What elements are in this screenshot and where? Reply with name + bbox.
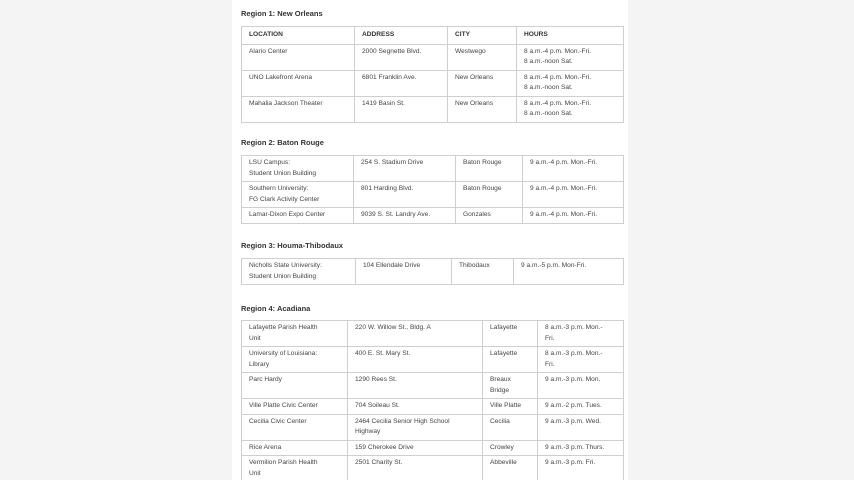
column-header-location: LOCATION: [242, 27, 355, 45]
city-cell: Baton Rouge: [456, 156, 523, 182]
table-row: [242, 399, 624, 415]
region-4-table: [241, 320, 624, 480]
table-row: [242, 70, 624, 96]
table-row: [242, 208, 624, 224]
city-cell: Ville Platte: [483, 399, 538, 415]
hours-cell: 9 a.m.-3 p.m. Fri.: [538, 456, 624, 480]
location-cell: UNO Lakefront Arena: [242, 70, 355, 96]
region-4-heading: Region 4: Acadiana: [241, 304, 311, 313]
location-cell: Ville Platte Civic Center: [242, 399, 348, 415]
address-cell: 2000 Segnette Blvd.: [355, 44, 448, 70]
location-cell: Vermilion Parish Health Unit: [242, 456, 348, 480]
table-row: [242, 156, 624, 182]
address-cell: 1290 Rees St.: [348, 373, 483, 399]
column-header-hours: HOURS: [517, 27, 624, 45]
hours-cell: 9 a.m.-3 p.m. Mon.: [538, 373, 624, 399]
location-cell: Nicholls State University: Student Union Building: [242, 259, 356, 285]
table-row: [242, 182, 624, 208]
hours-cell: 8 a.m.-3 p.m. Mon.- Fri.: [538, 347, 624, 373]
location-cell: Parc Hardy: [242, 373, 348, 399]
location-cell: Lafayette Parish Health Unit: [242, 321, 348, 347]
column-header-city: CITY: [448, 27, 517, 45]
address-cell: 159 Cherokee Drive: [348, 440, 483, 456]
region-2-table: [241, 155, 624, 224]
table-row: [242, 44, 624, 70]
city-cell: Lafayette: [483, 321, 538, 347]
city-cell: Crowley: [483, 440, 538, 456]
location-cell: Southern University: FG Clark Activity Center: [242, 182, 354, 208]
address-cell: 220 W. Willow St., Bldg. A: [348, 321, 483, 347]
region-3-heading: Region 3: Houma-Thibodaux: [241, 241, 344, 250]
address-cell: 104 Ellendale Drive: [356, 259, 452, 285]
location-cell: Lamar-Dixon Expo Center: [242, 208, 354, 224]
location-cell: Cecilia Civic Center: [242, 414, 348, 440]
address-cell: 801 Harding Blvd.: [354, 182, 456, 208]
address-cell: 2464 Cecilia Senior High School Highway: [348, 414, 483, 440]
city-cell: New Orleans: [448, 96, 517, 122]
hours-cell: 8 a.m.-3 p.m. Mon.- Fri.: [538, 321, 624, 347]
table-row: [242, 440, 624, 456]
hours-cell: 9 a.m.-2 p.m. Tues.: [538, 399, 624, 415]
address-cell: 9039 S. St. Landry Ave.: [354, 208, 456, 224]
address-cell: 6801 Franklin Ave.: [355, 70, 448, 96]
table-row: [242, 456, 624, 480]
hours-cell: 8 a.m.-4 p.m. Mon.-Fri. 8 a.m.-noon Sat.: [517, 44, 624, 70]
address-cell: 1419 Basin St.: [355, 96, 448, 122]
hours-cell: 8 a.m.-4 p.m. Mon.-Fri. 8 a.m.-noon Sat.: [517, 96, 624, 122]
hours-cell: 9 a.m.-4 p.m. Mon.-Fri.: [523, 208, 624, 224]
region-1-heading: Region 1: New Orleans: [241, 9, 323, 18]
hours-cell: 9 a.m.-3 p.m. Thurs.: [538, 440, 624, 456]
table-row: [242, 259, 624, 285]
location-cell: Rice Arena: [242, 440, 348, 456]
region-1-table: [241, 26, 624, 123]
table-row: [242, 96, 624, 122]
address-cell: 704 Soileau St.: [348, 399, 483, 415]
hours-cell: 9 a.m.-4 p.m. Mon.-Fri.: [523, 156, 624, 182]
city-cell: Abbeville: [483, 456, 538, 480]
location-cell: LSU Campus: Student Union Building: [242, 156, 354, 182]
city-cell: Breaux Bridge: [483, 373, 538, 399]
region-3-table: [241, 258, 624, 285]
city-cell: Gonzales: [456, 208, 523, 224]
location-cell: University of Louisiana: Library: [242, 347, 348, 373]
table-row: [242, 347, 624, 373]
city-cell: New Orleans: [448, 70, 517, 96]
document-page: [232, 0, 628, 480]
city-cell: Baton Rouge: [456, 182, 523, 208]
table-row: [242, 373, 624, 399]
city-cell: Cecilia: [483, 414, 538, 440]
region-2-heading: Region 2: Baton Rouge: [241, 138, 324, 147]
table-row: [242, 321, 624, 347]
hours-cell: 9 a.m.-5 p.m. Mon-Fri.: [514, 259, 624, 285]
hours-cell: 9 a.m.-3 p.m. Wed.: [538, 414, 624, 440]
table-row: [242, 414, 624, 440]
hours-cell: 9 a.m.-4 p.m. Mon.-Fri.: [523, 182, 624, 208]
city-cell: Thibodaux: [452, 259, 514, 285]
location-cell: Alario Center: [242, 44, 355, 70]
column-header-address: ADDRESS: [355, 27, 448, 45]
table-header-row: [242, 27, 624, 45]
city-cell: Lafayette: [483, 347, 538, 373]
city-cell: Westwego: [448, 44, 517, 70]
address-cell: 2501 Charity St.: [348, 456, 483, 480]
location-cell: Mahalia Jackson Theater: [242, 96, 355, 122]
address-cell: 254 S. Stadium Drive: [354, 156, 456, 182]
hours-cell: 8 a.m.-4 p.m. Mon.-Fri. 8 a.m.-noon Sat.: [517, 70, 624, 96]
address-cell: 400 E. St. Mary St.: [348, 347, 483, 373]
